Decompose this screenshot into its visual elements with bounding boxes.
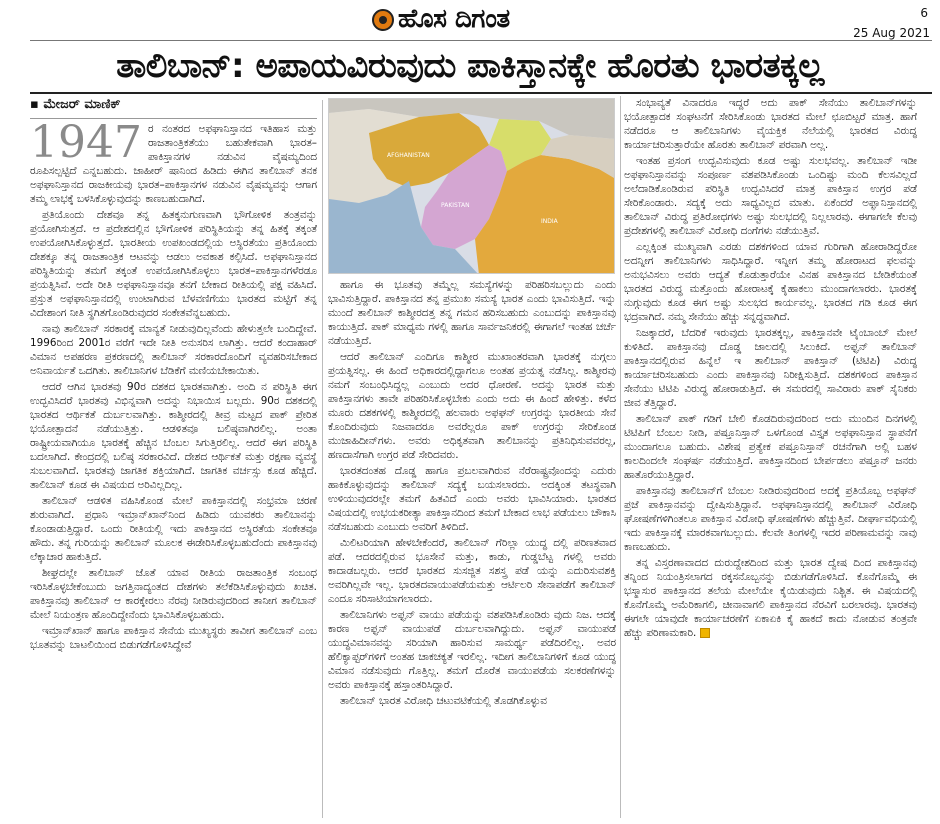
article-column-1 <box>30 122 317 818</box>
publication-date: 25 Aug 2021 <box>853 26 930 40</box>
byline: ▪ ಮೇಜರ್ ಮಾಣಿಕ್ <box>30 97 121 112</box>
logo-emblem-icon <box>372 9 394 31</box>
article-paragraph: ತಾಲಿಬಾನಿಗಳು ಅಫ್ಘನ್ ವಾಯು ಪಡೆಯನ್ನು ವಶಪಡಿಸಿಕೊಂಡಿರು ವುದು ನಿಜ. ಆದಕ್ಕೆ ಕಾರಣ ಅಫ್ಘನ್ ವಾಯುಪಡೆ ದುರ್ಬಲವಾಗಿದ್ದುದು. ಅಫ್ಘನ್ ವಾಯುಪಡೆ ಯುದ್ಧವಿಮಾನವನ್ನು ಸರಿಯಾಗಿ ಹಾರಿಸುವ ಸಾಮರ್ಥ್ಯ ಪಡೆದಿರಲಿಲ್ಲ. ಅವರ ಹೆಲಿಕ್ಯಾಪ್ಟರ್‌ಗಳಿಗೆ ಅಂತಹ ಚಾಕಚಕ್ಯತೆ ಇರಲಿಲ್ಲ. ಇದೀಗ ತಾಲಿಬಾನಿಗಳಿಗೆ ಕೂಡ ಯುದ್ಧ ವಿಮಾನ ನಡೆಸುವುದು ಗೊತ್ತಿಲ್ಲ. ತಮಗೆ ದೊರೆತ ವಾಯುಪಡೆಯ ಸಲಕರಣೆಗಳನ್ನು ಅವರು ಪಾಕಿಸ್ತಾನಕ್ಕೆ ಹಸ್ತಾಂತರಿಸಿದ್ದಾರೆ. <box>328 609 616 691</box>
map-graphic <box>329 99 615 274</box>
article-paragraph: ಇಂತಹ ಪ್ರಸಂಗ ಉದ್ಭವಿಸುವುದು ಕೂಡ ಅಷ್ಟು ಸುಲಭವಲ್ಲ. ತಾಲಿಬಾನ್ ಇಡೀ ಅಫಘಾನಿಸ್ತಾನವನ್ನು ಸಂಪೂರ್ಣ ವಶಪಡಿಸಿಕೊಂಡು ಒಂದಿಷ್ಟು ಮಂದಿ ಕೆಲಸವಿಲ್ಲದೆ ಅಲೆದಾಡಿಕೊಂಡಿರುವ ಪರಿಸ್ಥಿತಿ ಉದ್ಭವಿಸಿದರೆ ಮಾತ್ರ ಪಾಕಿಸ್ತಾನ ಉಗ್ರರ ಪಡೆ ಸೇರಿಕೊಂಡಾರು. ಸದ್ಯಕ್ಕೆ ಅದು ಸಾಧ್ಯವಿಲ್ಲದ ಮಾತು. ಏಕೆಂದರೆ ಅಫ್ಘಾನಿಸ್ತಾನದಲ್ಲಿ ತಾಲಿಬಾನ್ ವಿರುದ್ಧ ಪ್ರತಿರೋಧಗಳು ಅಷ್ಟು ಸುಲಭದಲ್ಲಿ ನಿಲ್ಲಲಾರವು. ಈಗಾಗಲೇ ಕೆಲವು ಪ್ರದೇಶಗಳಲ್ಲಿ ತಾಲಿಬಾನ್ ವಿರೋಧಿ ದಂಗೆಗಳು ನಡೆಯುತ್ತಿವೆ. <box>624 155 917 237</box>
article-paragraph <box>30 122 317 206</box>
masthead <box>0 0 940 40</box>
top-divider <box>30 40 932 41</box>
newspaper-logo <box>372 4 510 35</box>
article-paragraph: ಇಮ್ರಾನ್‌ಖಾನ್ ಹಾಗೂ ಪಾಕಿಸ್ತಾನ ಸೇನೆಯ ಮುಖ್ಯಸ್ಥರು ತಾವೀಗ ತಾಲಿಬಾನ್ ಎಂಬ ಭೂತವನ್ನು ಬಾಟಲಿಯಿಂದ ಬಿಡುಗಡೆಗೊಳಿಸಿದ್ದೇವೆ <box>30 625 317 651</box>
article-paragraph: ತಾಲಿಬಾನ್ ಪಾಕ್ ಗಡಿಗೆ ಬೇಲಿ ಕೊಡದಿರುವುದರಿಂದ ಅದು ಮುಂದಿನ ದಿನಗಳಲ್ಲಿ ಟಿಟಿಪಿಗೆ ಬೆಂಬಲ ನೀಡಿ, ಪಷ್ತೂನಿಸ್ತಾನ್ ಒಳಗೊಂಡ ವಿಸ್ತೃತ ಅಫಘಾನಿಸ್ತಾನ ಸ್ಥಾಪನೆಗೆ ಮುಂದಾಗಲೂ ಬಹುದು. ವಿಶೇಷ ಪ್ರತ್ಯೇಕ ಪಷ್ತೂನಿಸ್ತಾನ್ ರಚನೆಗಾಗಿ ಅಲ್ಲಿ ಬಹಳ ಕಾಲದಿಂದಲೇ ಸಂಘರ್ಷ ನಡೆಯುತ್ತಿದೆ. ಪಾಕಿಸ್ತಾನದಿಂದ ಬೇರ್ಪಡಲು ಪಷ್ತೂನ್ ಜನರು ಹಾತೊರೆಯುತ್ತಿದ್ದಾರೆ. <box>624 413 917 481</box>
end-of-article-icon <box>700 628 710 638</box>
article-paragraph <box>624 556 917 640</box>
logo-text: ಹೊಸ ದಿಗಂತ <box>398 4 510 34</box>
article-paragraph: ತಾಲಿಬಾನ್ ಭಾರತ ವಿರೋಧಿ ಚಟುವಟಿಕೆಯಲ್ಲಿ ತೊಡಗಿಕೊಳ್ಳುವ <box>340 695 547 707</box>
map-label-pakistan: PAKISTAN <box>441 202 470 209</box>
article-paragraph: ಸಂಭಾವ್ಯತೆ ವಿನಾದರೂ ಇದ್ದರೆ ಅದು ಪಾಕ್ ಸೇನೆಯು ತಾಲಿಬಾನ್‌ಗಳನ್ನು ಭಯೋತ್ಪಾದಕ ಸಂಘಟನೆಗೆ ಸೇರಿಸಿಕೊಂಡು ಭಾರತದ ಮೇಲೆ ಛೂಬಿಟ್ಟರೆ ಮಾತ್ರ. ಹಾಗೆ ನಡೆದರೂ ಆ ತಾಲಿಬಾನಿಗಳು ವೈಯಕ್ತಿಕ ನೆಲೆಯಲ್ಲಿ ಭಾರತದ ವಿರುದ್ಧ ಕಾರ್ಯಾಚರಿಸುತ್ತಾರೆಯೇ ಹೊರತು ತಾಲಿಬಾನ್ ಪರವಾಗಿ ಅಲ್ಲ. <box>624 97 917 151</box>
article-column-2 <box>328 278 616 818</box>
headline-divider <box>30 92 932 94</box>
page-number: 6 <box>920 6 928 20</box>
article-paragraph: ಎಲ್ಲಕ್ಕಿಂತ ಮುಖ್ಯವಾಗಿ ಎರಡು ದಶಕಗಳಿಂದ ಯಾವ ಗುರಿಗಾಗಿ ಹೋರಾಡಿದ್ದರೋ ಅದನ್ನೀಗ ತಾಲಿಬಾನಿಗಳು ಸಾಧಿಸಿದ್ದಾರೆ. ಇನ್ನೀಗ ತಮ್ಮ ಹೋರಾಟದ ಫಲವನ್ನು ಅನುಭವಿಸಲು ಅವರು ಆದ್ಯತೆ ಕೊಡುತ್ತಾರೆಯೇ ವಿನಹ ಪಾಕಿಸ್ತಾನದ ಬೇಡಿಕೆಯಂತೆ ಭಾರತದ ವಿರುದ್ಧ ಮತ್ತೊಂದು ಹೋರಾಟಕ್ಕೆ ಕೈಹಾಕಲು ಮುಂದಾಗಲಾರರು. ಭಾರತಕ್ಕೆ ನುಗ್ಗುವುದು ಕೂಡ ಈಗ ಅಷ್ಟು ಸುಲಭದ ಕಾರ್ಯವಲ್ಲ. ಭಾರತದ ಗಡಿ ಕೂಡ ಈಗ ಭದ್ರವಾಗಿದೆ. ನಮ್ಮ ಸೇನೆಯು ಹೆಚ್ಚು ಸನ್ನದ್ಧವಾಗಿದೆ. <box>624 241 917 323</box>
article-paragraph: ಶೀಘ್ರದಲ್ಲೇ ತಾಲಿಬಾನ್ ಜೊತೆ ಯಾವ ರೀತಿಯ ರಾಜತಾಂತ್ರಿಕ ಸಂಬಂಧ ಇರಿಸಿಕೊಳ್ಳಬೇಕೆಂಬುದು ಜಗತ್ತಿನಾದ್ಯಂತದ ದೇಶಗಳು ತಲೆಕೆಡಿಸಿಕೊಳ್ಳುವುದು ಖಚಿತ. ಪಾಕಿಸ್ತಾನವು ತಾಲಿಬಾನ್ ಆ ಕಾರಕ್ಕೇರಲು ನೆರವು ನೀಡಿರುವುದರಿಂದ ತಾನೀಗ ತಾಲಿಬಾನ್ ಮೇಲೆ ನಿಯಂತ್ರಣ ಹೊಂದಿದ್ದೇನೆಂದು ಭಾವಿಸಿಕೊಳ್ಳಬಹುದು. <box>30 567 317 621</box>
article-paragraph: ಭಾರತದಂತಹ ದೊಡ್ಡ ಹಾಗೂ ಪ್ರಬಲವಾಗಿರುವ ನೆರೆರಾಷ್ಟ್ರವೊಂದನ್ನು ಎದುರು ಹಾಕಿಕೊಳ್ಳುವುದನ್ನು ತಾಲಿಬಾನ್ ಸದ್ಯಕ್ಕೆ ಬಯಸಲಾರದು. ಅದಕ್ಕಿಂತ ತಟಸ್ಥವಾಗಿ ಉಳಿಯುವುದರಲ್ಲೇ ತಮಗೆ ಹಿತವಿದೆ ಎಂದು ಅವರು ಭಾವಿಸಿಯಾರು. ಭಾರತದ ವಿಷಯದಲ್ಲಿ ಉಭಯಕರೀತ್ಯಾ ಪಾಕಿಸ್ತಾನದಿಂದ ತಮಗೆ ಬೇಕಾದ ಲಾಭ ಪಡೆಯಲು ಚೌಕಾಸಿ ನಡೆಸಬಹುದು ಎಂಬುದು ಅವರಿಗೆ ತಿಳಿದಿದೆ. <box>328 465 616 533</box>
paragraph-text: ರ ನಂತರದ ಅಫಘಾನಿಸ್ತಾನದ ಇತಿಹಾಸ ಮತ್ತು ರಾಜತಾಂತ್ರಿಕತೆಯು ಬಹುತೇಕವಾಗಿ ಭಾರತ–ಪಾಕಿಸ್ತಾನಗಳ ನಡುವಿನ ವೈಷಮ್ಯದಿಂದ ರೂಪಿಸಲ್ಪಟ್ಟಿದೆ ಎನ್ನಬಹುದು. ಜಾಹೀರ್ ಷಾನಿಂದ ಹಿಡಿದು ಈಗಿನ ತಾಲಿಬಾನ್ ತನಕ ಅಫಘಾನಿಸ್ತಾನದ ರಾಜಕೀಯವು ಭಾರತ–ಪಾಕಿಸ್ತಾನಗಳ ನಡುವಿನ ವೈಷಮ್ಯವನ್ನು ಆಗಾಗ ತಮ್ಮ ಲಾಭಕ್ಕೆ ಬಳಸಿಕೊಳ್ಳುವುದನ್ನು ಕಾಣಬಹುದಾಗಿದೆ. <box>30 123 317 205</box>
article-paragraph: ಆದರೆ ಆಗಿನ ಭಾರತವು 90ರ ದಶಕದ ಭಾರತವಾಗಿತ್ತು. ಅಂದಿ ನ ಪರಿಸ್ಥಿತಿ ಈಗ ಉದ್ಭವಿಸಿದರೆ ಭಾರತವು ವಿಭಿನ್ನವಾಗಿ ಅದನ್ನು ನಿಭಾಯಿಸ ಬಲ್ಲದು. 90ರ ದಶಕದಲ್ಲಿ ಭಾರತದ ಆರ್ಥಿಕತೆ ದುರ್ಬಲವಾಗಿತ್ತು. ಕಾಶ್ಮೀರದಲ್ಲಿ ತೀವ್ರ ಮಟ್ಟದ ಪಾಕ್ ಪ್ರೇರಿತ ಭಯೋತ್ಪಾದನೆ ನಡೆಯುತ್ತಿತ್ತು. ಆಡಳಿತವೂ ಬಲಿಷ್ಠವಾಗಿರಲಿಲ್ಲ. ಅಂತಾ ರಾಷ್ಟ್ರೀಯವಾಗಿಯೂ ಭಾರತಕ್ಕೆ ಹೆಚ್ಚಿನ ಬೆಂಬಲ ಸಿಗುತ್ತಿರಲಿಲ್ಲ. ಆದರೆ ಈಗ ಪರಿಸ್ಥಿತಿ ಬದಲಾಗಿದೆ. ಕೇಂದ್ರದಲ್ಲಿ ಬಲಿಷ್ಠ ಸರಕಾರವಿದೆ. ದೇಶದ ಆರ್ಥಿಕತೆ ಮತ್ತು ರಕ್ಷಣಾ ವ್ಯವಸ್ಥೆ ಸುಬಲವಾಗಿದೆ. ಭಾರತವು ಜಾಗತಿಕ ಶಕ್ತಿಯಾಗಿದೆ. ಜಾಗತಿಕ ವರ್ಚಸ್ಸು ಕೂಡ ಹೆಚ್ಚಿದೆ. ತಾಲಿಬಾನ್ ಕೂಡ ಈ ವಿಷಯದ ಅರಿವಿಲ್ಲದಿಲ್ಲ. <box>30 381 317 491</box>
article-paragraph: ನಿಜಕ್ಕಾದರೆ, ಬೆದರಿಕೆ ಇರುವುದು ಭಾರತಕ್ಕಲ್ಲ, ಪಾಕಿಸ್ತಾನವೇ ಟೈಂಬಾಂಬ್ ಮೇಲೆ ಕುಳಿತಿದೆ. ಪಾಕಿಸ್ತಾನವು ದೊಡ್ಡ ಜಾಲದಲ್ಲಿ ಸಿಲುಕಿದೆ. ಅಫ್ಘನ್ ತಾಲಿಬಾನ್ ಪಾಕಿಸ್ತಾನದಲ್ಲಿರುವ ಹಿನ್ನೆಲೆ ಇ ತಾಲಿಬಾನ್ ಪಾಕಿಸ್ತಾನ್ (ಟಿಟಿಪಿ) ವಿರುದ್ಧ ಕಾರ್ಯಾಚರಿಸಬಹುದು ಎಂದು ಪಾಕಿಸ್ತಾನವು ನಿರೀಕ್ಷಿಸುತ್ತಿದೆ. ದಶಕಗಳಿಂದ ಪಾಕಿಸ್ತಾನ ಸೇನೆಯು ಟಿಟಿಪಿ ವಿರುದ್ಧ ಹೋರಾಡುತ್ತಿದೆ. ಈ ಸಮರದಲ್ಲಿ ಸಾವಿರಾರು ಪಾಕ್ ಸೈನಿಕರು ಜೀವ ತೆತ್ತಿದ್ದಾರೆ. <box>624 327 917 409</box>
article-headline: ತಾಲಿಬಾನ್: ಅಪಾಯವಿರುವುದು ಪಾಕಿಸ್ತಾನಕ್ಕೇ ಹೊರತು ಭಾರತಕ್ಕಲ್ಲ <box>116 46 824 86</box>
article-column-3 <box>624 96 917 818</box>
paragraph-text: ತನ್ನ ವಿಸ್ತರಣಾವಾದದ ದುರುದ್ದೇಶದಿಂದ ಮತ್ತು ಭಾರತ ದ್ವೇಷ ದಿಂದ ಪಾಕಿಸ್ತಾನವು ತನ್ನಿಂದ ನಿಯಂತ್ರಿಸಲಾಗದ ರಕ್ಕಸನೊಬ್ಬನನ್ನು ಬಿಡುಗಡೆಗೊಳಿಸಿದೆ. ಕೊನೆಗೊಮ್ಮೆ ಈ ಭಸ್ಮಾಸುರ ಪಾಕಿಸ್ತಾನದ ತಲೆಯ ಮೇಲೆಯೇ ಕೈಯಿಡುವುದು ನಿಶ್ಚಿತ. ಈ ವಿಷಯದಲ್ಲಿ ಕೊನೆಗೊಮ್ಮೆ ಅಮೆರಿಕಾಗಲಿ, ಚೀನಾವಾಗಲಿ ಪಾಕಿಸ್ತಾನದ ನೆರವಿಗೆ ಬರಲಾರವು. ಭಾರತವು ಈಗಲೇ ಯಾವುದೇ ಕಾರ್ಯಾಚರಣೆಗೆ ಏಕಾಏಕಿ ಕೈ ಹಾಕದೆ ಕಾದು ನೋಡುವ ತಂತ್ರವೇ ಹೆಚ್ಚು ಪರಿಣಾಮಕಾರಿ. <box>624 557 917 639</box>
map-label-india: INDIA <box>541 218 558 225</box>
column-divider <box>620 96 621 818</box>
article-paragraph: ನಾವು ತಾಲಿಬಾನ್ ಸರಕಾರಕ್ಕೆ ಮಾನ್ಯತೆ ನೀಡುವುದಿಲ್ಲವೆಂದು ಹೇಳುತ್ತಲೇ ಬಂದಿದ್ದೇವೆ. 1996ರಿಂದ 2001ರ ವರೆಗೆ ಇದೇ ನೀತಿ ಅನುಸರಿಸ ಲಾಗಿತ್ತು. ಆದರೆ ಕಂದಾಹಾರ್ ವಿಮಾನ ಅಪಹರಣ ಪ್ರಕರಣದಲ್ಲಿ ತಾಲಿಬಾನ್ ಸರಕಾರದೊಂದಿಗೆ ವ್ಯವಹರಿಸಬೇಕಾದ ಅನಿವಾರ್ಯತೆ ಒದಗಿತು. ತಾಲಿಬಾನಿಗಳ ಬೆಡಿಕೆಗೆ ಮಣಿಯಬೇಕಾಯಿತು. <box>30 323 317 377</box>
article-paragraph: ಪ್ರತಿಯೊಂದು ದೇಶವೂ ತನ್ನ ಹಿತಕ್ಕನುಗುಣವಾಗಿ ಭೌಗೋಳಿಕ ತಂತ್ರವನ್ನು ಪ್ರಯೋಗಿಸುತ್ತದೆ. ಆ ಪ್ರದೇಶದಲ್ಲಿನ ಭೌಗೋಳಿಕ ಪರಿಸ್ಥಿತಿಯನ್ನು ತನ್ನ ಹಿತಕ್ಕೆ ತಕ್ಕಂತೆ ಉಪಯೋಗಿಸಿಕೊಳ್ಳುತ್ತದೆ. ಭಾರತೀಯ ಉಪಖಂಡದಲ್ಲಿಯ ಅಸ್ಥಿರತೆಯು ಪ್ರತಿಯೊಂದು ದೇಶಕ್ಕೂ ತನ್ನ ರಾಜತಾಂತ್ರಿಕ ಆಟವನ್ನು ಆಡಲು ಅವಕಾಶ ಕಲ್ಪಿಸಿದೆ. ಅಫಘಾನಿಸ್ತಾನದ ಪರಿಸ್ಥಿತಿಯನ್ನು ತಮಗೆ ತಕ್ಕಂತೆ ಉಪಯೋಗಿಸಿಕೊಳ್ಳಲು ಭಾರತ–ಪಾಕಿಸ್ತಾನಗಳೆರಡೂ ಪ್ರಯತ್ನಿಸಿವೆ. ಅದೇ ರೀತಿ ಅಫಘಾನಿಸ್ತಾನವೂ ತನಗೆ ಬೇಕಾದ ರೀತಿಯಲ್ಲಿ ಪಕ್ಷ ವಹಿಸಿದೆ. ಪ್ರಸ್ತುತ ಅಫಘಾನಿಸ್ತಾನದಲ್ಲಿ ಉಂಟಾಗಿರುವ ಬೆಳವಣಿಗೆಯು ಭಾರತದ ಮಟ್ಟಿಗೆ ತನ್ನ ವಿದೇಶಾಂಗ ನೀತಿ ಸ್ಥಗಿತಗೊಂಡಿರುವುದರ ಸಂಕೇತವೆನ್ನಬಹುದು. <box>30 209 317 319</box>
byline-divider <box>30 118 317 119</box>
article-paragraph: ಹಾಗೂ ಈ ಭೂತವು ತಮ್ಮೆಲ್ಲ ಸಮಸ್ಯೆಗಳನ್ನು ಪರಿಹರಿಸಬಲ್ಲುದು ಎಂದು ಭಾವಿಸುತ್ತಿದ್ದಾರೆ. ಪಾಕಿಸ್ತಾನದ ತನ್ನ ಪ್ರಮುಖ ಸಮಸ್ಯೆ ಭಾರತ ಎಂದು ಭಾವಿಸುತ್ತಿದೆ. ಇನ್ನು ಮುಂದೆ ತಾಲಿಬಾನ್ ಕಾಶ್ಮೀರದತ್ತ ತನ್ನ ಗಮನ ಹರಿಸಬಹುದು ಎಂಬುದನ್ನು ಪಾಕಿಸ್ತಾನವು ಕಾಯುತ್ತಿದೆ. ಪಾಕ್ ಮಾಧ್ಯಮ ಗಳಲ್ಲಿ ಹಾಗೂ ಸಾರ್ವಜನಿಕರಲ್ಲಿ ಈಗಾಗಲೆ ಇಂತಹ ಚರ್ಚೆ ನಡೆಯುತ್ತಿದೆ. <box>328 279 616 347</box>
article-paragraph: ತಾಲಿಬಾನ್ ಆಡಳಿತ ವಹಿಸಿಕೊಂಡ ಮೇಲೆ ಪಾಕಿಸ್ತಾನದಲ್ಲಿ ಸಂಭ್ರಮಾ ಚರಣೆ ಶುರುವಾಗಿದೆ. ಪ್ರಧಾನಿ ಇಮ್ರಾನ್‌ಖಾನ್‌ನಿಂದ ಹಿಡಿದು ಯುವಕರು ತಾಲಿಬಾನನ್ನು ಕೊಂಡಾಡುತ್ತಿದ್ದಾರೆ. ಒಂದು ರೀತಿಯಲ್ಲಿ ಇದು ಪಾಕಿಸ್ತಾನದ ಅಸ್ಥಿರತೆಯ ಸಂಕೇತವೂ ಹೌದು. ತನ್ನ ಗುರಿಯನ್ನು ತಾಲಿಬಾನ್ ಮೂಲಕ ಈಡೇರಿಸಿಕೊಳ್ಳಬಹುದೆಂದು ಪಾಕಿಸ್ತಾನವು ಲೆಕ್ಕಾಚಾರ ಹಾಕುತ್ತಿದೆ. <box>30 495 317 563</box>
region-map <box>328 98 615 274</box>
map-label-afghanistan: AFGHANISTAN <box>387 152 430 159</box>
article-paragraph: ಆದರೆ ತಾಲಿಬಾನ್ ಎಂದಿಗೂ ಕಾಶ್ಮೀರ ಮುಖಾಂತರವಾಗಿ ಭಾರತಕ್ಕೆ ನುಗ್ಗಲು ಪ್ರಯತ್ನಿಸಲ್ಲ. ಈ ಹಿಂದೆ ಅಧಿಕಾರದಲ್ಲಿದ್ದಾಗಲೂ ಅಂತಹ ಪ್ರಯತ್ನ ನಡೆಸಿಲ್ಲ. ಕಾಶ್ಮೀರವು ನಮಗೆ ಸಂಬಂಧಿಸಿದ್ದಲ್ಲ ಎಂಬುದು ಅದರ ಧೋರಣೆ. ಅದನ್ನು ಭಾರತ ಮತ್ತು ಪಾಕಿಸ್ತಾನಗಳು ತಾವೇ ಪರಿಹರಿಸಿಕೊಳ್ಳಬೇಕು ಎಂದು ಅದು ಈ ಹಿಂದೆ ಹೇಳಿತ್ತು. ಕಳೆದ ಮೂರು ದಶಕಗಳಲ್ಲಿ ಕಾಶ್ಮೀರದಲ್ಲಿ ಹಲವಾರು ಅಫಘನ್ ಉಗ್ರರನ್ನು ಭಾರತೀಯ ಸೇನೆ ಕೊಂದಿರುವುದು ನಿಜವಾದರೂ ಅವರೆಲ್ಲರೂ ಪಾಕ್ ಉಗ್ರರನ್ನು ಸೇರಿಕೊಂಡ ಮುಜಾಹಿದೀನ್‌ಗಳು. ಅವರು ಅಧಿಕೃತವಾಗಿ ತಾಲಿಬಾನನ್ನು ಪ್ರತಿನಿಧಿಸುವವರಲ್ಲ, ಹಣದಾಸೆಗಾಗಿ ಉಗ್ರರ ಪಡೆ ಸೇರಿದವರು. <box>328 351 616 461</box>
article-paragraph: ಮಿಲಿಟರಿಯಾಗಿ ಹೇಳಬೇಕೆಂದರೆ, ತಾಲಿಬಾನ್ ಗೆರಿಲ್ಲಾ ಯುದ್ಧ ದಲ್ಲಿ ಪರಿಣತವಾದ ಪಡೆ. ಆದರದಲ್ಲಿರುವ ಭೂಸೇನೆ ಮತ್ತು, ಕಾಡು, ಗುಡ್ಡಬೆಟ್ಟ ಗಳಲ್ಲಿ ಅವರು ಕಾದಾಡಬಲ್ಲರು. ಆದರೆ ಭಾರತದ ಸುಸಜ್ಜಿತ ಸಶಸ್ತ್ರ ಪಡೆ ಯನ್ನು ಎದುರಿಸುವಶಕ್ತಿ ಅವರಿಗಿಲ್ಲವೇ ಇಲ್ಲ. ಭಾರತದವಾಯುಪಡೆಯಮತ್ತು ಆರ್ಟಿಲರಿ ಸೇನಾಪಡೆಗೆ ತಾಲಿಬಾನ್ ಎಂದೂ ಸರಿಸಾಟಿಯಾಗಲಾರದು. <box>328 537 616 605</box>
column-divider <box>322 100 323 818</box>
article-paragraph: ಪಾಕಿಸ್ತಾನವು ತಾಲಿಬಾನ್‌ಗೆ ಬೆಂಬಲ ನೀಡಿರುವುದರಿಂದ ಅದಕ್ಕೆ ಪ್ರತಿಯೊಬ್ಬ ಅಫಘನ್ ಪ್ರಜೆ ಪಾಕಿಸ್ತಾನವನ್ನು ದ್ವೇಷಿಸುತ್ತಿದ್ದಾನೆ. ಅಫಘಾನಿಸ್ತಾನದಲ್ಲಿ ತಾಲಿಬಾನ್ ವಿರೋಧಿ ಘೋಷಣೆಗಳಿಗಿಂತಲೂ ಪಾಕಿಸ್ತಾನ ವಿರೋಧಿ ಘೋಷಣೆಗಳು ಹೆಚ್ಚುತ್ತಿವೆ. ದೀರ್ಘಾವಧಿಯಲ್ಲಿ ಇದು ಪಾಕಿಸ್ತಾನಕ್ಕೆ ಮಾರಕವಾಗಬಲ್ಲುದು. ಕೆಲವೇ ತಿಂಗಳಲ್ಲಿ ಇದರ ಪರಿಣಾಮವನ್ನು ನಾವು ಕಾಣಬಹುದು. <box>624 485 917 553</box>
drop-cap-year: 1947 <box>30 122 142 168</box>
